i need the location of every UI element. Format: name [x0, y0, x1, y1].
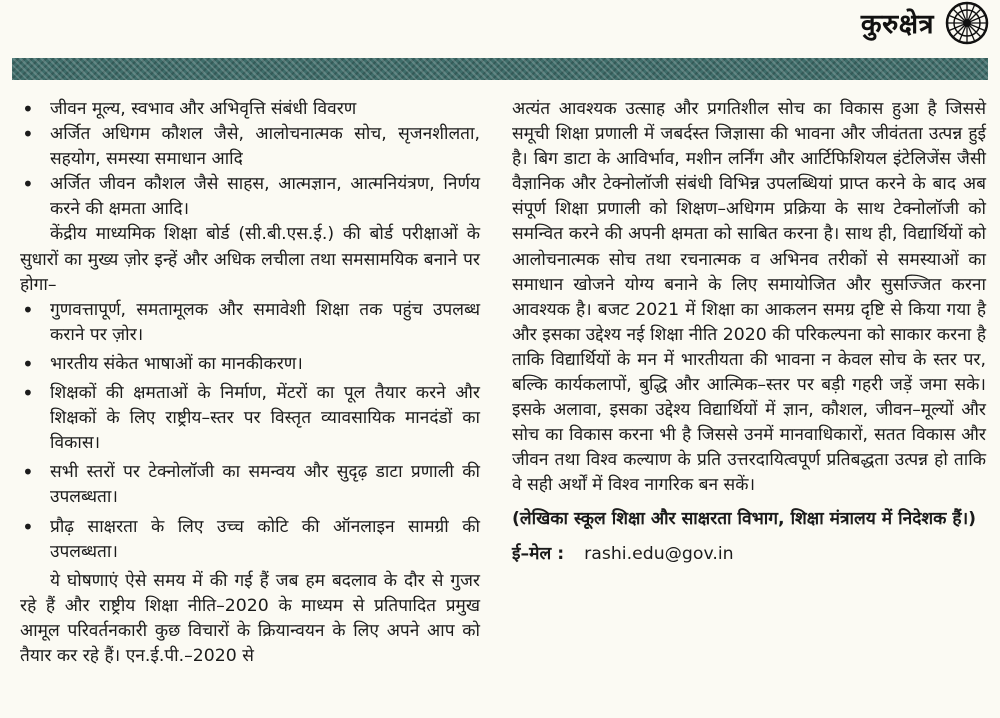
decorative-band: [12, 58, 988, 80]
list-item: • अर्जित अधिगम कौशल जैसे, आलोचनात्मक सोच, सृजनशीलता, सहयोग, समस्या समाधान आदि: [20, 122, 480, 172]
cbse-paragraph: केंद्रीय माध्यमिक शिक्षा बोर्ड (सी.बी.एस.ई.) की बोर्ड परीक्षाओं के सुधारों का मुख्य ज़ोर इन्हें और अधिक लचीला तथा समसामयिक बनाने पर होगा–: [20, 224, 480, 295]
list-item: • जीवन मूल्य, स्वभाव और अभिवृत्ति संबंधी विवरण: [20, 97, 480, 122]
list-item: • प्रौढ़ साक्षरता के लिए उच्च कोटि की ऑनलाइन सामग्री की उपलब्धता।: [20, 515, 480, 565]
page-header: [0, 0, 1000, 92]
left-column: [20, 97, 480, 669]
list-item: • सभी स्तरों पर टेक्नोलॉजी का समन्वय और सुदृढ़ डाटा प्रणाली की उपलब्धता।: [20, 460, 480, 510]
list-item: • गुणवत्तापूर्ण, समतामूलक और समावेशी शिक्षा तक पहुंच उपलब्ध कराने पर ज़ोर।: [20, 298, 480, 348]
email-label: ई–मेल :: [512, 543, 565, 564]
bullet-list-reforms: [20, 298, 480, 565]
closing-paragraph: ये घोषणाएं ऐसे समय में की गई हैं जब हम बदलाव के दौर से गुजर रहे हैं और राष्ट्रीय शिक्षा नीति–2020 के माध्यम से प्रतिपादित प्रमुख आमूल परिवर्तनकारी कुछ विचारों के क्रियान्वयन के लिए अपने आप को तैयार कर रहे हैं। एन.ई.पी.–2020 से: [20, 570, 480, 666]
author-byline: (लेखिका स्कूल शिक्षा और साक्षरता विभाग, शिक्षा मंत्रालय में निदेशक हैं।): [512, 508, 977, 529]
list-item: • भारतीय संकेत भाषाओं का मानकीकरण।: [20, 352, 480, 377]
main-paragraph: अत्यंत आवश्यक उत्साह और प्रगतिशील सोच का विकास हुआ है जिससे समूची शिक्षा प्रणाली में जबर्दस्त जिज्ञासा की भावना और जीवंतता उत्पन्न हुई है। बिग डाटा के आविर्भाव, मशीन लर्निंग और आर्टिफिशियल इंटेलिजेंस जैसी वैज्ञानिक और टेक्नोलॉजी संबंधी विभिन्न उपलब्धियां प्राप्त करने के बाद अब संपूर्ण शिक्षा प्रणाली को शिक्षण–अधिगम प्रक्रिया के साथ टेक्नोलॉजी को समन्वित करने की अपनी क्षमता को साबित करना है। साथ ही, विद्यार्थियों को आलोचनात्मक सोच तथा रचनात्मक व अभिनव तरीकों से समस्याओं का समाधान खोजने योग्य बनाने के लिए समायोजित और सुसज्जित करना आवश्यक है। बजट 2021 में शिक्षा का आकलन समग्र दृष्टि से किया गया है और इसका उद्देश्य नई शिक्षा नीति 2020 की परिकल्पना को साकार करना है ताकि विद्यार्थियों के मन में भारतीयता की भावना न केवल सोच के स्तर पर, बल्कि कार्यकलापों, बुद्धि और आत्मिक–स्तर पर बड़ी गहरी जड़ें जमा सके। इसके अलावा, इसका उद्देश्य विद्यार्थियों में ज्ञान, कौशल, जीवन–मूल्यों और सोच का विकास करना भी है जिससे उनमें मानवाधिकारों, सतत विकास और जीवन तथा विश्व कल्याण के प्रति उत्तरदायित्वपूर्ण प्रतिबद्धता उत्पन्न हो ताकि वे सही अर्थों में विश्व नागरिक बन सकें।: [512, 99, 986, 496]
email-row: [512, 542, 986, 567]
emblem-icon: [944, 0, 990, 46]
right-column: [512, 97, 986, 567]
magazine-title: कुरुक्षेत्र: [860, 9, 934, 40]
list-item: • अर्जित जीवन कौशल जैसे साहस, आत्मज्ञान, आत्मनियंत्रण, निर्णय करने की क्षमता आदि।: [20, 172, 480, 222]
bullet-list-top: [20, 97, 480, 222]
list-item: • शिक्षकों की क्षमताओं के निर्माण, मेंटरों का पूल तैयार करने और शिक्षकों के लिए राष्ट्रीय–स्तर पर विस्तृत व्यावसायिक मानदंडों का विकास।: [20, 381, 480, 456]
email-link[interactable]: rashi.edu@gov.in: [584, 543, 734, 564]
